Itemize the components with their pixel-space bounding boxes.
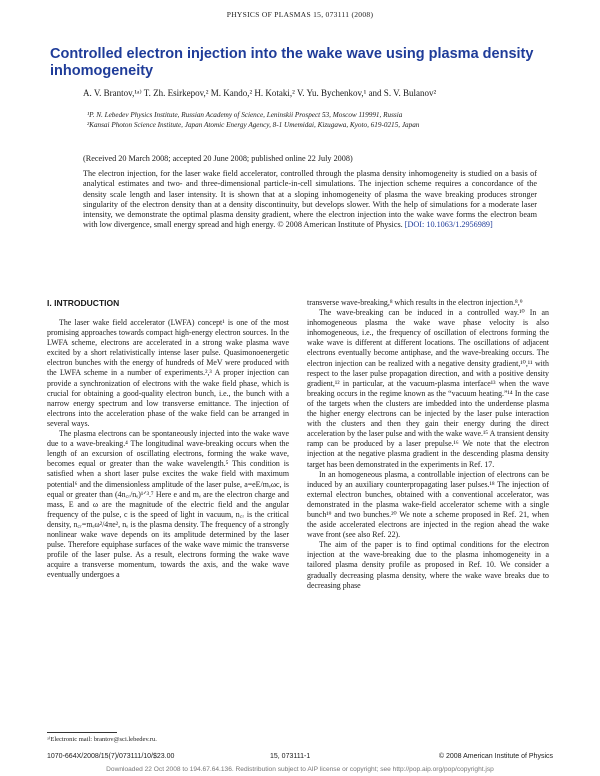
download-notice: Downloaded 22 Oct 2008 to 194.67.64.136. Redistribution subject to AIP license or copyright; see http://pop.aip.org/pop/copyright.jsp xyxy=(106,766,494,773)
abstract-text: The electron injection, for the laser wake field accelerator, controlled through the plasma density inhomogeneity is studied on a basis of analytical estimates and two- and three-dimensional particle-in-cell simulations. The injection scheme requires a concordance of the density scale length and laser intensity. It is shown that at a sloping inhomogeneity of plasma the wave breaking produces stronger singularity of the electron density than at a density discontinuity, but develops slower. With the help of simulations for a moderate laser intensity, we demonstrate the optimal plasma density gradient, where the electron injection into the wake wave forms the electron beam with low divergence, small energy spread and high energy. © 2008 American Institute of Physics. xyxy=(83,169,537,230)
paragraph: The aim of the paper is to find optimal conditions for the electron injection at the wave-breaking due to the plasma inhomogeneity in a tailored plasma density profile as proposed in Ref. 10. We consider a gradually decreasing plasma density, where the wake wave breaks due to decreasing phase xyxy=(307,540,549,590)
received-dates: (Received 20 March 2008; accepted 20 June 2008; published online 22 July 2008) xyxy=(83,154,353,163)
affiliation-2: ²Kansai Photon Science Institute, Japan Atomic Energy Agency, 8-1 Umemidai, Kizugawa, Kyoto, 619-0215, Japan xyxy=(87,121,420,129)
affiliation-1: ¹P. N. Lebedev Physics Institute, Russian Academy of Science, Leninskii Prospect 53, Moscow 119991, Russia xyxy=(87,111,403,119)
section-heading: I. INTRODUCTION xyxy=(47,298,120,308)
right-column xyxy=(307,298,549,744)
footnote-divider xyxy=(47,732,117,733)
author-list: A. V. Brantov,¹ᵃ⁾ T. Zh. Esirkepov,² M. Kando,² H. Kotaki,² V. Yu. Bychenkov,¹ and S. V. Bulanov² xyxy=(83,88,437,98)
footer-left: 1070-664X/2008/15(7)/073111/10/$23.00 xyxy=(47,753,175,760)
paper-title: Controlled electron injection into the wake wave using plasma density inhomogeneity xyxy=(50,46,534,79)
paragraph: The plasma electrons can be spontaneously injected into the wake wave due to a wave-breaking.⁴ The longitudinal wave-breaking occurs when the length of an excursion of oscillating electrons, forming the wake wave, becomes equal or greater than the wake wavelength.⁵ This condition is satisfied when a short laser pulse excites the wake field with maximum potential⁶ and the dimensionless amplitude of the laser pulse, a=eE/mₑωc, is equal or greater than (4n꜀ᵣ/nₑ)¹ᐟ³.⁷ Here e and mₑ are the electron charge and mass, E and ω are the magnitude of the electric field and the angular frequency of the pulse, c is the speed of light in vacuum, n꜀ᵣ is the critical density, n꜀ᵣ=mₑω²/4πe², nₑ is the plasma density. The frequency of a strongly nonlinear wake wave depends on its amplitude determined by the laser pulse. Therefore equiphase surfaces of the wake wave mimic the transverse profile of the laser pulse. As a result, electrons forming the wake wave acquire a transverse momentum, towards the axis, and the wake wave eventually undergoes a xyxy=(47,429,289,580)
paragraph: The laser wake field accelerator (LWFA) concept¹ is one of the most promising approaches towards compact high-energy electron sources. In the LWFA scheme, electrons are accelerated in a strong wake plasma wave excited by a short relativistically intense laser pulse. Quasimonoenergetic electron bunches with the energy of hundreds of MeV were produced with the LWFA scheme in a number of experiments.²,³ A proper injection can provide a synchronization of electrons with the wake field phase, which is crucial for obtaining a good-quality electron bunch, i.e., the bunch with a narrow energy spectrum and low transverse emittance. The injection of electrons into the acceleration phase of the wake field can be arranged in several ways. xyxy=(47,318,289,428)
footer-page: 15, 073111-1 xyxy=(270,753,311,760)
journal-header: PHYSICS OF PLASMAS 15, 073111 (2008) xyxy=(226,10,374,19)
left-column xyxy=(47,318,289,723)
paragraph: transverse wave-breaking,⁸ which results in the electron injection.⁸,⁹ xyxy=(307,298,523,307)
affiliations xyxy=(87,110,507,130)
abstract xyxy=(83,169,537,231)
doi-link[interactable]: [DOI: 10.1063/1.2956989] xyxy=(404,220,493,230)
paragraph: In an homogeneous plasma, a controllable injection of electrons can be induced by an auxiliary counterpropagating laser pulses.¹⁸ The injection of external electron bunches, obtained with a conventional accelerator, was demonstrated in the plasma wake-field accelerator scheme with a single bunch¹⁹ and two bunches.²⁰ We note a scheme proposed in Ref. 21, when the aside accelerated electrons are injected in the region ahead the wake wave front (see also Ref. 22). xyxy=(307,469,549,540)
paragraph: The wave-breaking can be induced in a controlled way.¹⁰ In an inhomogeneous plasma the wake wave phase velocity is also inhomogeneous, i.e., the frequency of oscillation of electrons forming the wake wave is different at different locations. The oscillations of adjacent electrons eventually become antiphase, and the wave-breaking occurs. The electron injection can be realized with a negative density gradient,¹⁰,¹¹ with respect to the laser pulse propagation direction, and with a positive density gradient,¹² in particular, at the vacuum-plasma interface¹³ when the wave breaking occurs in the regime known as the “vacuum heating.”¹⁴ In the case of the targets when the clusters are imbedded into the underdense plasma the higher energy electrons can be injected by the laser pulse interaction with the clusters and then they gain their energy during the direct acceleration by the laser pulse and with the wake wave.¹⁵ A transient density ramp can be produced by a laser prepulse.¹⁶ We note that the electron injection at the negative plasma gradient in the descending plasma density target has been demonstrated in the experiments in Ref. 17. xyxy=(307,308,549,469)
footer-right: © 2008 American Institute of Physics xyxy=(438,753,553,760)
footnote: ᵃ⁾Electronic mail: brantov@sci.lebedev.ru. xyxy=(47,736,157,743)
